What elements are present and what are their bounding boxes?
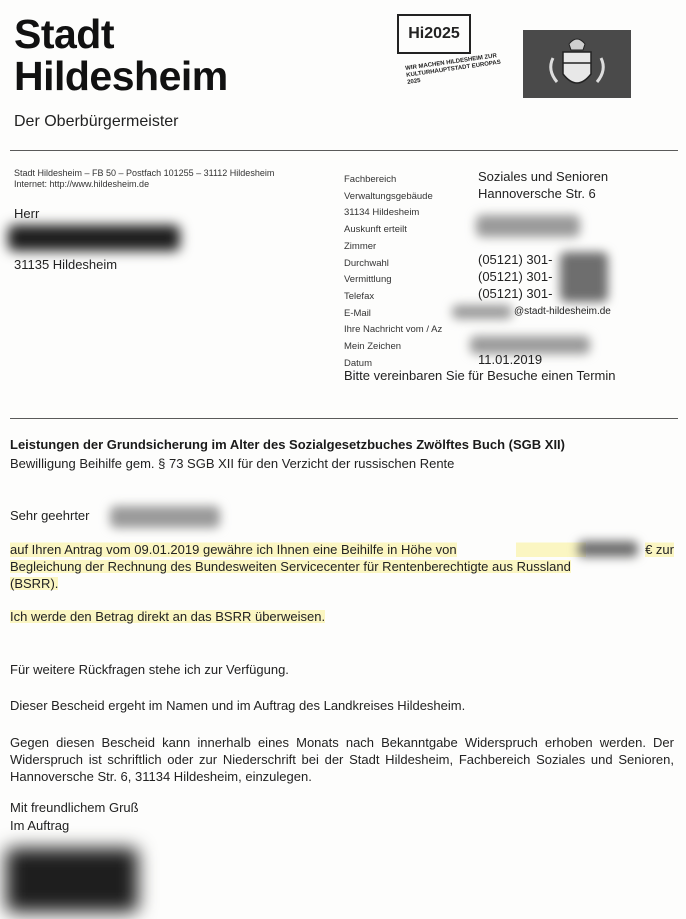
info-divider bbox=[10, 418, 678, 419]
paragraph-rueckfragen: Für weitere Rückfragen stehe ich zur Verfügung. bbox=[10, 662, 289, 677]
recipient-city: 31135 Hildesheim bbox=[14, 257, 118, 272]
hi2025-tagline: WIR MACHEN HILDESHEIM ZUR KULTURHAUPTSTADT EUROPAS 2025 bbox=[405, 53, 502, 86]
value-telefax: (05121) 301- bbox=[478, 286, 553, 301]
label-email: E-Mail bbox=[344, 307, 371, 319]
email-user-redacted bbox=[452, 305, 512, 319]
phone-extensions-redacted bbox=[560, 252, 608, 302]
header-divider bbox=[10, 150, 678, 151]
recipient-salutation: Herr bbox=[14, 206, 40, 221]
label-fachbereich: Fachbereich bbox=[344, 174, 397, 185]
label-gebaeude: Verwaltungsgebäude bbox=[344, 190, 433, 202]
value-fachbereich: Soziales und Senioren bbox=[478, 169, 609, 184]
mayor-title: Der Oberbürgermeister bbox=[14, 113, 179, 130]
label-zimmer: Zimmer bbox=[344, 240, 377, 252]
hi2025-logo bbox=[397, 14, 501, 98]
paragraph-landkreis: Dieser Bescheid ergeht im Namen und im Auftrag des Landkreises Hildesheim. bbox=[10, 698, 466, 713]
hi2025-logo-text: Hi2025 bbox=[397, 14, 471, 54]
paragraph-beihilfe-line1: auf Ihren Antrag vom 09.01.2019 gewähre ich Ihnen eine Beihilfe in Höhe von bbox=[10, 542, 457, 557]
letter-closing: Mit freundlichem Gruß bbox=[10, 800, 139, 815]
paragraph-beihilfe-line3: (BSRR). bbox=[10, 576, 59, 591]
paragraph-ueberweisung-text: Ich werde den Betrag direkt an das BSRR überweisen. bbox=[10, 609, 326, 624]
paragraph-beihilfe bbox=[10, 541, 674, 592]
value-auskunft-redacted bbox=[476, 215, 580, 237]
signature-redacted bbox=[6, 848, 138, 912]
paragraph-beihilfe-currency: € zur bbox=[645, 542, 674, 557]
paragraph-ueberweisung bbox=[10, 609, 325, 624]
label-auskunft: Auskunft erteilt bbox=[344, 224, 407, 236]
label-nachricht: Ihre Nachricht vom / Az bbox=[344, 324, 443, 336]
letter-subtitle: Bewilligung Beihilfe gem. § 73 SGB XII für den Verzicht der russischen Rente bbox=[10, 456, 455, 471]
sender-address: Stadt Hildesheim – FB 50 – Postfach 101255 – 31112 Hildesheim bbox=[14, 168, 275, 178]
city-name bbox=[14, 13, 228, 97]
label-zeichen: Mein Zeichen bbox=[344, 341, 402, 353]
paragraph-widerspruch: Gegen diesen Bescheid kann innerhalb eines Monats nach Bekanntgabe Widerspruch erhoben werden. Der Widerspruch ist schriftlich oder zur Niederschrift bei der Stadt Hildesheim, Fachbereich Soziales und Senioren, Hannoversche Str. 6, 31134 Hildesheim, einzulegen. bbox=[10, 735, 674, 784]
label-vermittlung: Vermittlung bbox=[344, 274, 392, 286]
value-gebaeude: Hannoversche Str. 6 bbox=[478, 186, 596, 201]
sender-info bbox=[14, 168, 274, 190]
letter-greeting: Sehr geehrter bbox=[10, 508, 90, 523]
value-datum: 11.01.2019 bbox=[478, 352, 543, 367]
sender-internet: Internet: http://www.hildesheim.de bbox=[14, 179, 150, 189]
greeting-name-redacted bbox=[110, 506, 220, 528]
letter-subject: Leistungen der Grundsicherung im Alter des Sozialgesetzbuches Zwölftes Buch (SGB XII) bbox=[10, 437, 565, 452]
value-email: @stadt-hildesheim.de bbox=[514, 306, 611, 317]
label-telefax: Telefax bbox=[344, 290, 375, 302]
city-name-line1: Stadt bbox=[14, 11, 114, 57]
city-name-line2: Hildesheim bbox=[14, 53, 228, 99]
label-durchwahl: Durchwahl bbox=[344, 257, 389, 269]
recipient-name-redacted bbox=[8, 225, 180, 251]
letter-im-auftrag: Im Auftrag bbox=[10, 818, 70, 833]
paragraph-beihilfe-line2: Begleichung der Rechnung des Bundesweiten Servicecenter für Rentenberechtigte aus Russland bbox=[10, 559, 571, 574]
info-labels bbox=[344, 172, 442, 372]
label-plz: 31134 Hildesheim bbox=[344, 207, 420, 219]
value-vermittlung: (05121) 301- bbox=[478, 269, 553, 284]
label-datum: Datum bbox=[344, 357, 372, 369]
value-durchwahl: (05121) 301- bbox=[478, 252, 553, 267]
termin-note: Bitte vereinbaren Sie für Besuche einen Termin bbox=[344, 368, 616, 383]
coat-of-arms-icon bbox=[523, 30, 631, 98]
amount-redacted bbox=[578, 541, 638, 557]
